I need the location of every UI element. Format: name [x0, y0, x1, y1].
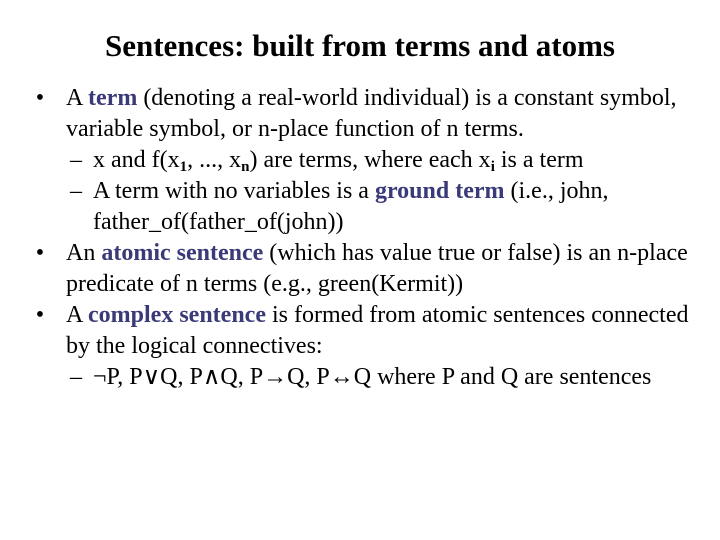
highlight-complex-sentence: complex sentence	[88, 302, 266, 328]
bullet-term-definition	[30, 83, 710, 145]
bullet-complex-sentence	[30, 300, 710, 362]
dash-marker: –	[70, 364, 82, 390]
bullet-marker: •	[35, 85, 45, 111]
bullet-marker: •	[35, 240, 45, 266]
highlight-atomic-sentence: atomic sentence	[101, 240, 264, 266]
bullet-marker: •	[35, 302, 45, 328]
dash-marker: –	[70, 178, 82, 204]
highlight-ground-term: ground term	[374, 178, 505, 204]
sub-text-pre: A term with no variables is a	[93, 178, 375, 204]
sub-text-part: , ..., x	[187, 147, 242, 173]
bullet-text-post: is formed from atomic sentences connected by the logical connectives:	[66, 302, 689, 359]
subscript-n: n	[241, 159, 250, 175]
subscript-i: i	[490, 159, 495, 175]
bullet-text-post: (denoting a real-world individual) is a constant symbol, variable symbol, or n-place function of n terms.	[66, 85, 677, 142]
slide-body	[30, 83, 710, 393]
subbullet-connectives	[30, 362, 710, 393]
sub-text-post: (i.e., john, father_of(father_of(john))	[93, 178, 609, 235]
subbullet-ground-term	[30, 176, 710, 238]
bullet-text-pre: An	[66, 240, 102, 266]
sub-text-part: is a term	[494, 147, 584, 173]
subbullet-terms-recursive	[30, 145, 710, 176]
dash-marker: –	[70, 147, 82, 173]
sub-text-part: ) are terms, where each x	[249, 147, 491, 173]
subscript-1: 1	[179, 159, 188, 175]
bullet-text-pre: A	[66, 302, 89, 328]
bullet-text-post: (which has value true or false) is an n-place predicate of n terms (e.g., green(Kermit))	[66, 240, 688, 297]
bullet-atomic-sentence	[30, 238, 710, 300]
highlight-term: term	[88, 85, 138, 111]
slide-title: Sentences: built from terms and atoms	[104, 28, 616, 63]
sub-text-part: x and f(x	[93, 147, 180, 173]
connectives-text: ¬P, P∨Q, P∧Q, P→Q, P↔Q where P and Q are sentences	[93, 364, 652, 390]
bullet-text-pre: A	[66, 85, 89, 111]
